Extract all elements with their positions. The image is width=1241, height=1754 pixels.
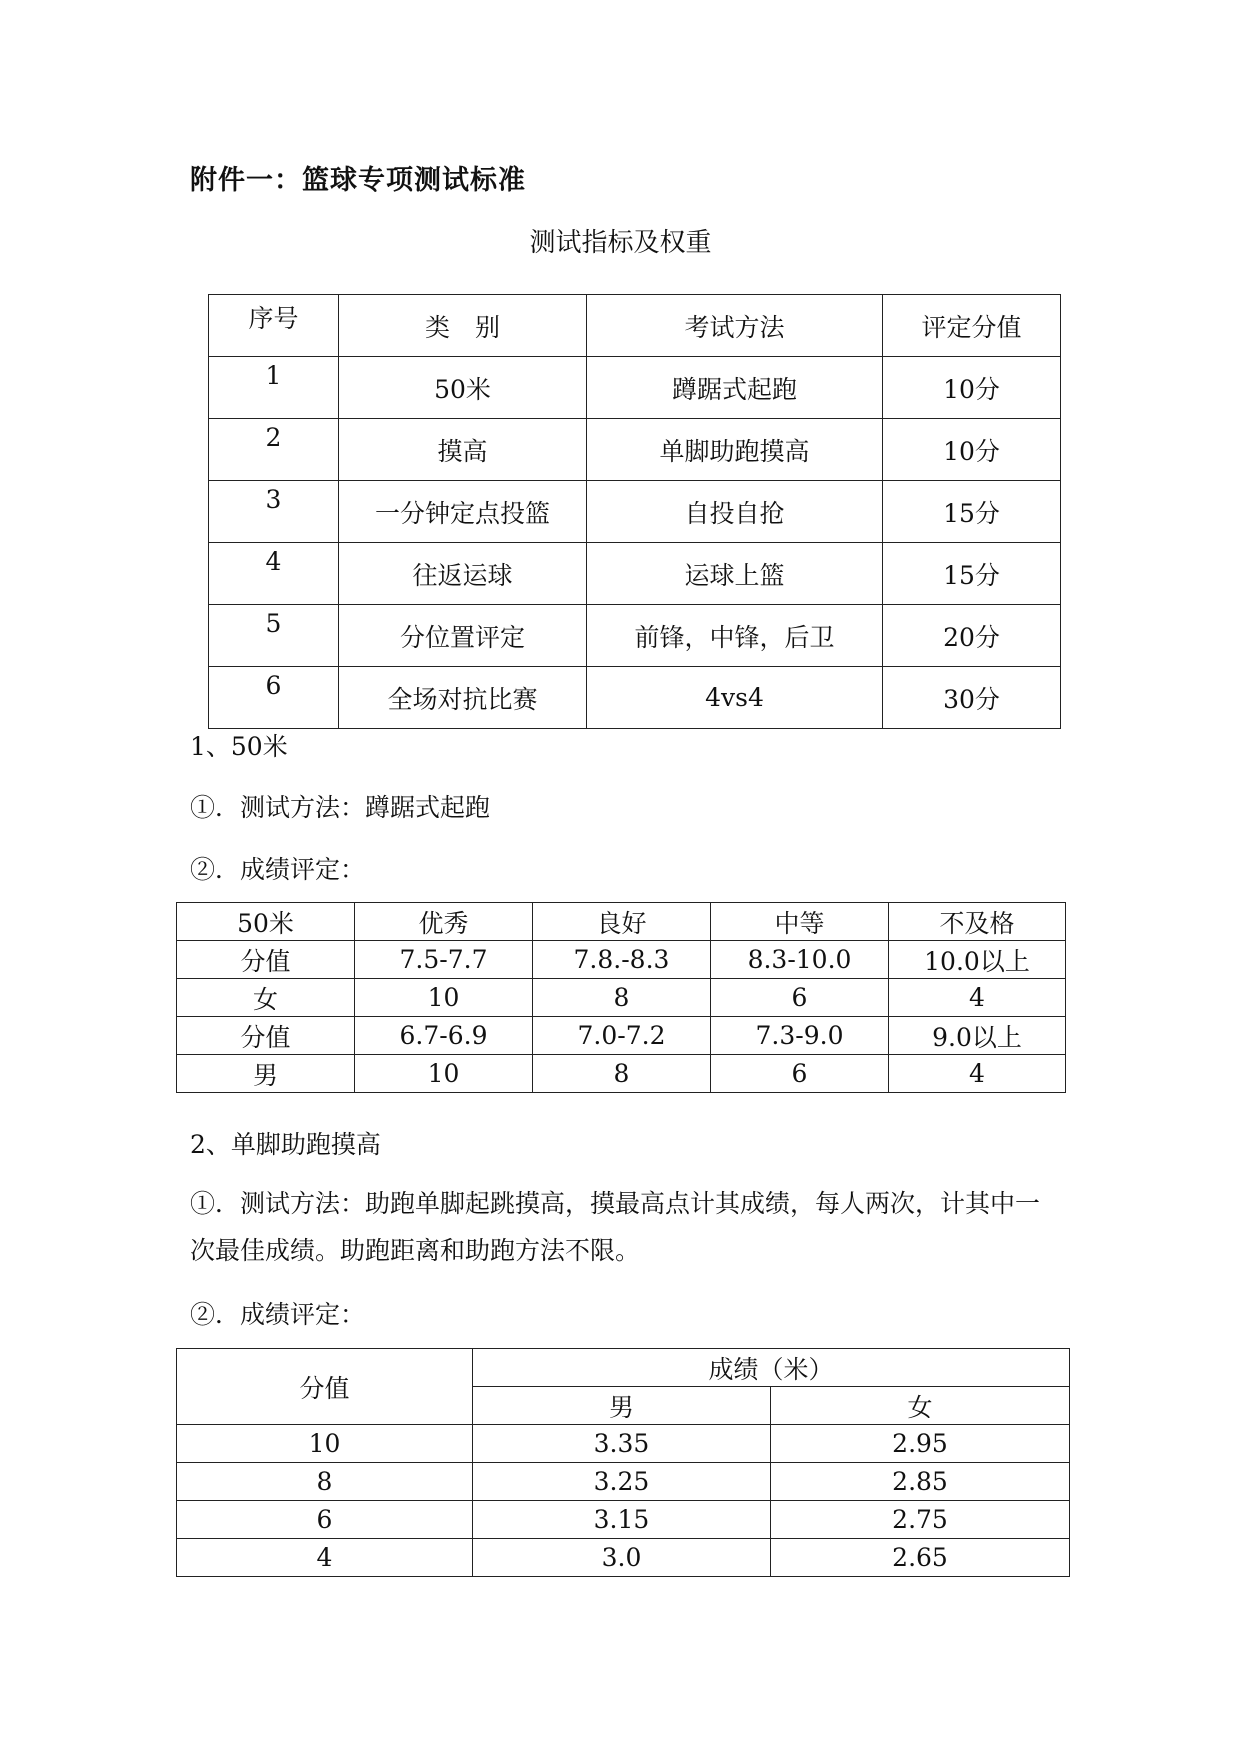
table-row <box>209 357 1061 419</box>
header-cell: 良好 <box>533 903 711 941</box>
header-cell: 50米 <box>177 903 355 941</box>
table-cell: 6 <box>209 667 339 729</box>
header-cell: 类 别 <box>339 295 587 357</box>
table-row <box>209 543 1061 605</box>
table-cell: 6.7-6.9 <box>355 1017 533 1055</box>
header-cell: 女 <box>771 1387 1070 1425</box>
table-row <box>177 941 1066 979</box>
table-row <box>209 481 1061 543</box>
table-cell: 摸高 <box>339 419 587 481</box>
table-cell: 2.75 <box>771 1501 1070 1539</box>
table-cell: 10.0以上 <box>889 941 1066 979</box>
weights-table-caption: 测试指标及权重 <box>529 228 712 258</box>
table-cell: 2.65 <box>771 1539 1070 1577</box>
table-cell: 运球上篮 <box>587 543 883 605</box>
table-cell: 15分 <box>883 543 1061 605</box>
table-cell: 8 <box>177 1463 473 1501</box>
table-cell: 分值 <box>177 941 355 979</box>
table-cell: 1 <box>209 357 339 419</box>
table-cell: 8.3-10.0 <box>711 941 889 979</box>
table-cell: 5 <box>209 605 339 667</box>
table-cell: 7.3-9.0 <box>711 1017 889 1055</box>
table-cell: 7.8.-8.3 <box>533 941 711 979</box>
table-cell: 一分钟定点投篮 <box>339 481 587 543</box>
table-cell: 3 <box>209 481 339 543</box>
table-cell: 2.95 <box>771 1425 1070 1463</box>
table-cell: 10 <box>177 1425 473 1463</box>
section-2-method: ①．测试方法：助跑单脚起跳摸高，摸最高点计其成绩，每人两次，计其中一次最佳成绩。助跑距离和助跑方法不限。 <box>190 1189 1041 1265</box>
header-cell: 成绩（米） <box>473 1349 1070 1387</box>
table-cell: 4 <box>177 1539 473 1577</box>
section-1-grading-label: ②．成绩评定： <box>190 855 366 884</box>
table-cell: 20分 <box>883 605 1061 667</box>
table-cell: 4vs4 <box>587 667 883 729</box>
table-row <box>209 605 1061 667</box>
table-row <box>209 419 1061 481</box>
table-row <box>177 979 1066 1017</box>
table-header-row <box>177 903 1066 941</box>
table-cell: 3.15 <box>473 1501 771 1539</box>
table-cell: 8 <box>533 979 711 1017</box>
header-cell: 中等 <box>711 903 889 941</box>
table-cell: 蹲踞式起跑 <box>587 357 883 419</box>
table-row <box>177 1501 1070 1539</box>
table-cell: 10 <box>355 1055 533 1093</box>
table-cell: 前锋，中锋，后卫 <box>587 605 883 667</box>
header-cell: 评定分值 <box>883 295 1061 357</box>
section-1-heading: 1、50米 <box>190 732 288 761</box>
header-cell: 不及格 <box>889 903 1066 941</box>
table-cell: 4 <box>889 1055 1066 1093</box>
table-cell: 7.5-7.7 <box>355 941 533 979</box>
table-cell: 往返运球 <box>339 543 587 605</box>
sprint-grading-table <box>176 902 1066 1093</box>
table-cell: 自投自抢 <box>587 481 883 543</box>
table-cell: 7.0-7.2 <box>533 1017 711 1055</box>
table-cell: 10分 <box>883 357 1061 419</box>
table-cell: 2 <box>209 419 339 481</box>
header-cell: 男 <box>473 1387 771 1425</box>
table-cell: 女 <box>177 979 355 1017</box>
table-row <box>177 1463 1070 1501</box>
table-cell: 分值 <box>177 1017 355 1055</box>
section-2-grading-label: ②．成绩评定： <box>190 1300 366 1329</box>
table-cell: 男 <box>177 1055 355 1093</box>
header-cell: 序号 <box>209 295 339 357</box>
table-row <box>177 1055 1066 1093</box>
table-cell: 30分 <box>883 667 1061 729</box>
header-cell: 考试方法 <box>587 295 883 357</box>
table-cell: 4 <box>889 979 1066 1017</box>
table-header-row <box>177 1349 1070 1387</box>
table-cell: 分位置评定 <box>339 605 587 667</box>
table-row <box>177 1425 1070 1463</box>
table-cell: 6 <box>711 979 889 1017</box>
header-cell: 优秀 <box>355 903 533 941</box>
table-cell: 6 <box>711 1055 889 1093</box>
table-cell: 4 <box>209 543 339 605</box>
table-cell: 3.25 <box>473 1463 771 1501</box>
table-cell: 50米 <box>339 357 587 419</box>
header-cell: 分值 <box>177 1349 473 1425</box>
jump-grading-table <box>176 1348 1070 1577</box>
table-cell: 3.35 <box>473 1425 771 1463</box>
table-row <box>177 1017 1066 1055</box>
table-row <box>209 667 1061 729</box>
table-cell: 单脚助跑摸高 <box>587 419 883 481</box>
section-1-method: ①．测试方法：蹲踞式起跑 <box>190 793 491 822</box>
table-cell: 10 <box>355 979 533 1017</box>
table-cell: 6 <box>177 1501 473 1539</box>
table-cell: 3.0 <box>473 1539 771 1577</box>
table-cell: 全场对抗比赛 <box>339 667 587 729</box>
table-cell: 9.0以上 <box>889 1017 1066 1055</box>
table-row <box>177 1539 1070 1577</box>
section-2-heading: 2、单脚助跑摸高 <box>190 1130 381 1159</box>
document-title: 附件一：篮球专项测试标准 <box>190 165 526 196</box>
table-header-row <box>209 295 1061 357</box>
table-cell: 2.85 <box>771 1463 1070 1501</box>
table-cell: 15分 <box>883 481 1061 543</box>
weights-table <box>208 294 1061 729</box>
table-cell: 8 <box>533 1055 711 1093</box>
table-cell: 10分 <box>883 419 1061 481</box>
